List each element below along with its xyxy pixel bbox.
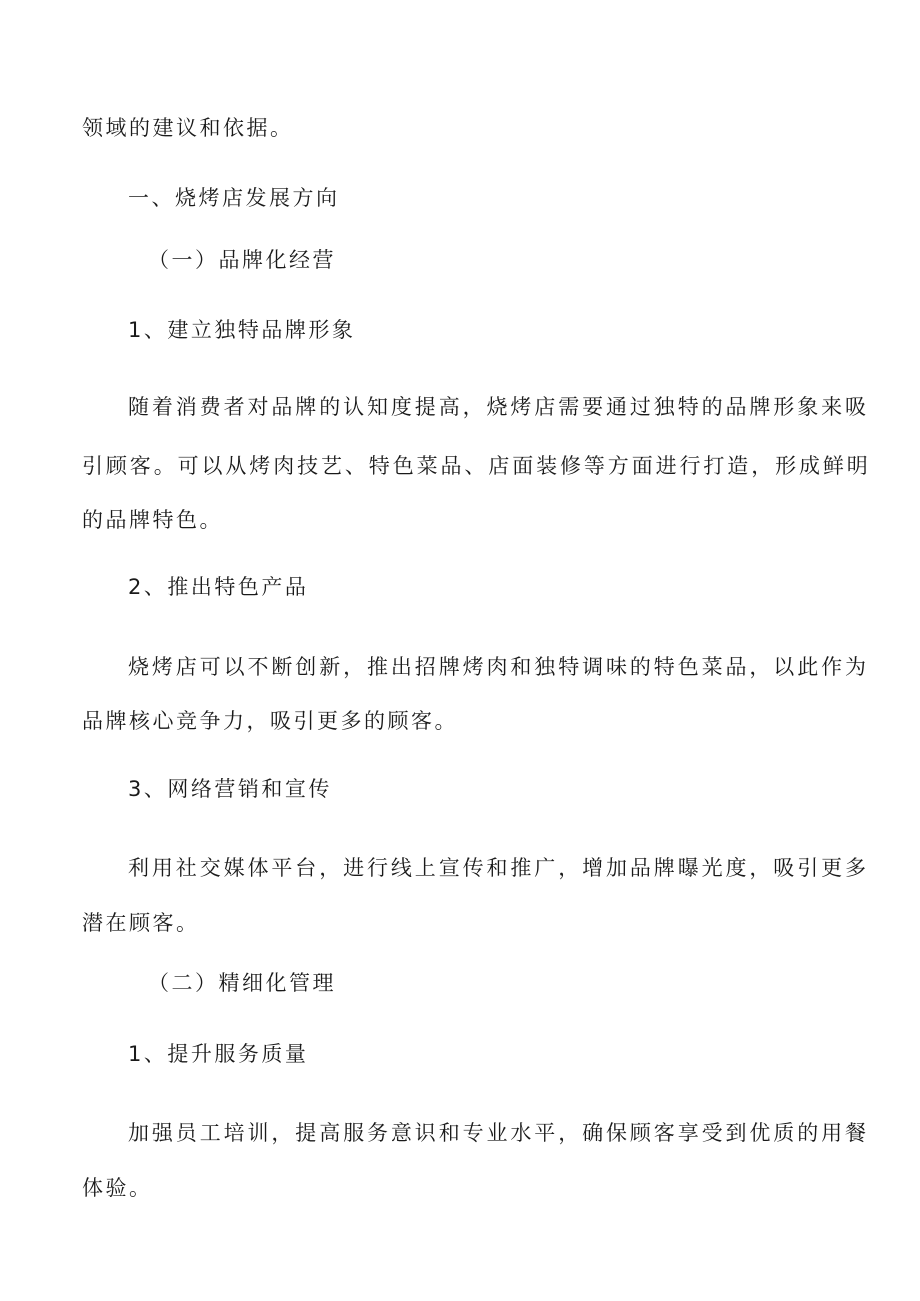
item-heading: 1、建立独特品牌形象 [128, 318, 356, 342]
subsection-heading: （一）品牌化经营 [148, 248, 336, 272]
section-heading: 一、烧烤店发展方向 [128, 186, 340, 210]
paragraph-line: 引顾客。可以从烤肉技艺、特色菜品、店面装修等方面进行打造，形成鲜明 [82, 454, 871, 478]
paragraph-line: 烧烤店可以不断创新，推出招牌烤肉和独特调味的特色菜品，以此作为 [128, 655, 869, 679]
paragraph-continuation: 领域的建议和依据。 [82, 116, 294, 140]
paragraph-line: 潜在顾客。 [82, 911, 200, 935]
item-heading: 3、网络营销和宣传 [128, 777, 332, 801]
paragraph-line: 利用社交媒体平台，进行线上宣传和推广，增加品牌曝光度，吸引更多 [128, 856, 869, 880]
paragraph-line: 加强员工培训，提高服务意识和专业水平，确保顾客享受到优质的用餐 [128, 1121, 869, 1145]
subsection-heading: （二）精细化管理 [148, 971, 336, 995]
paragraph-line: 的品牌特色。 [82, 508, 223, 532]
paragraph-line: 随着消费者对品牌的认知度提高，烧烤店需要通过独特的品牌形象来吸 [128, 395, 869, 419]
paragraph-line: 品牌核心竞争力，吸引更多的顾客。 [82, 709, 458, 733]
paragraph-line: 体验。 [82, 1176, 153, 1200]
item-heading: 1、提升服务质量 [128, 1042, 309, 1066]
item-heading: 2、推出特色产品 [128, 575, 309, 599]
